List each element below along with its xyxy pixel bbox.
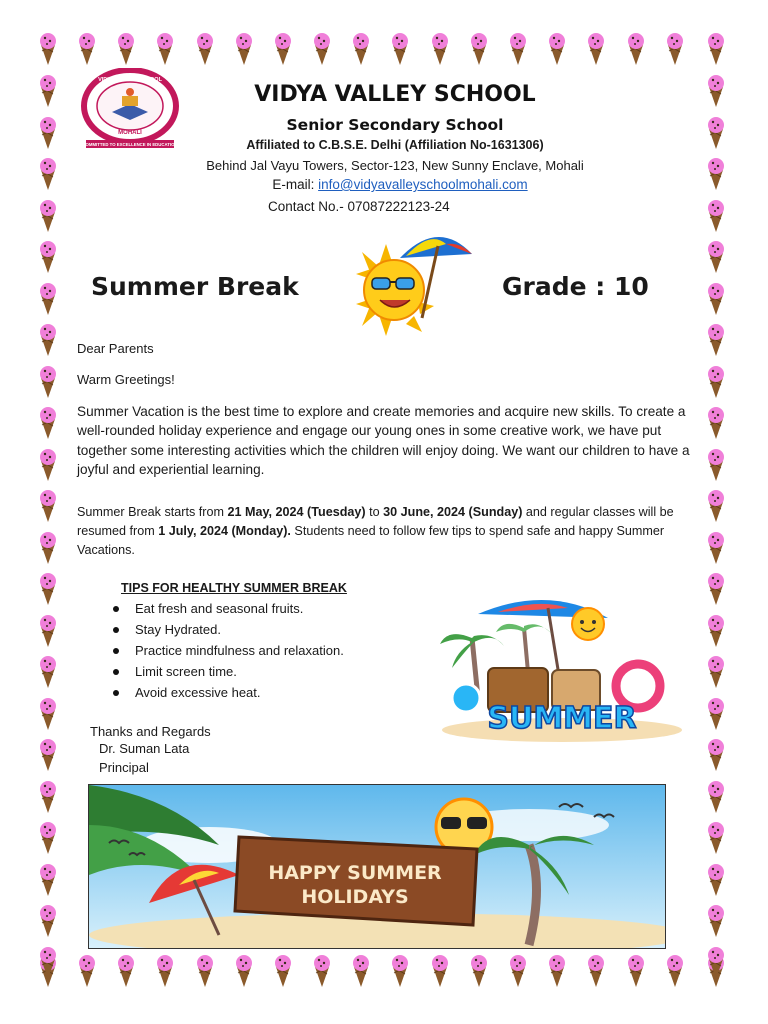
- email-row: [190, 177, 610, 192]
- sun-umbrella-illustration: [334, 224, 474, 342]
- ice-cream-icon: [507, 954, 529, 988]
- ice-cream-icon: [546, 954, 568, 988]
- principal-title: Principal: [99, 760, 149, 775]
- bullet-icon: [113, 669, 119, 675]
- ice-cream-icon: [705, 448, 727, 482]
- ice-cream-icon: [664, 32, 686, 66]
- schedule-text-b: to: [365, 505, 384, 519]
- ice-cream-icon: [37, 365, 59, 399]
- logo-arc-text: VIDYA VALLEY SCHOOL: [98, 77, 162, 83]
- ice-cream-icon: [233, 954, 255, 988]
- ice-cream-icon: [705, 116, 727, 150]
- ice-cream-icon: [37, 572, 59, 606]
- resume-date: 1 July, 2024 (Monday).: [158, 524, 291, 538]
- ice-cream-icon: [705, 821, 727, 855]
- ice-cream-icon: [705, 32, 727, 66]
- list-item: [110, 682, 344, 703]
- grade-title: Grade : 10: [502, 272, 649, 301]
- tip-text: Practice mindfulness and relaxation.: [135, 643, 344, 658]
- ice-cream-icon: [705, 406, 727, 440]
- ice-cream-icon: [705, 863, 727, 897]
- ice-cream-icon: [272, 954, 294, 988]
- schedule-paragraph: [77, 503, 691, 560]
- break-end-date: 30 June, 2024 (Sunday): [383, 505, 523, 519]
- closing: Thanks and Regards: [90, 724, 211, 739]
- ice-cream-icon: [37, 821, 59, 855]
- bullet-icon: [113, 606, 119, 612]
- school-subtitle: Senior Secondary School: [286, 116, 504, 134]
- principal-name: Dr. Suman Lata: [99, 741, 190, 756]
- ice-cream-icon: [272, 32, 294, 66]
- ice-cream-icon: [705, 655, 727, 689]
- ice-cream-icon: [37, 489, 59, 523]
- contact-number: Contact No.- 07087222123-24: [268, 199, 450, 214]
- ice-cream-icon: [37, 199, 59, 233]
- ice-cream-icon: [389, 954, 411, 988]
- tip-text: Avoid excessive heat.: [135, 685, 261, 700]
- ice-cream-icon: [705, 157, 727, 191]
- ice-cream-icon: [37, 780, 59, 814]
- ice-cream-icon: [705, 697, 727, 731]
- ice-cream-icon: [585, 32, 607, 66]
- greeting: Warm Greetings!: [77, 372, 175, 387]
- banner-line1: HAPPY SUMMER: [268, 862, 442, 884]
- ice-cream-icon: [705, 323, 727, 357]
- ice-cream-icon: [37, 32, 59, 66]
- summer-beach-illustration: [438, 598, 686, 744]
- school-logo: [78, 68, 182, 152]
- ice-cream-icon: [705, 489, 727, 523]
- tips-heading: TIPS FOR HEALTHY SUMMER BREAK: [121, 581, 347, 595]
- ice-cream-icon: [76, 954, 98, 988]
- ice-cream-icon: [37, 240, 59, 274]
- ice-cream-icon: [37, 74, 59, 108]
- ice-cream-icon: [705, 74, 727, 108]
- ice-cream-icon: [311, 954, 333, 988]
- ice-cream-icon: [37, 655, 59, 689]
- ice-cream-icon: [37, 614, 59, 648]
- ice-cream-icon: [37, 738, 59, 772]
- bullet-icon: [113, 648, 119, 654]
- schedule-text-d: Students need to follow few tips to spend safe and happy Summer Vacations.: [77, 524, 665, 557]
- ice-cream-icon: [705, 531, 727, 565]
- school-name: VIDYA VALLEY SCHOOL: [254, 82, 536, 107]
- break-start-date: 21 May, 2024 (Tuesday): [227, 505, 366, 519]
- summer-break-title: Summer Break: [91, 272, 299, 301]
- address: Behind Jal Vayu Towers, Sector-123, New Sunny Enclave, Mohali: [206, 158, 584, 173]
- tip-text: Eat fresh and seasonal fruits.: [135, 601, 304, 616]
- list-item: [110, 640, 344, 661]
- salutation: Dear Parents: [77, 341, 154, 356]
- ice-cream-icon: [115, 954, 137, 988]
- ice-cream-icon: [705, 614, 727, 648]
- ice-cream-icon: [350, 32, 372, 66]
- ice-cream-icon: [37, 946, 59, 980]
- ice-cream-icon: [705, 572, 727, 606]
- intro-paragraph: Summer Vacation is the best time to explore and create memories and acquire new skills. To create a well-rounded holiday experience and engage our young ones in some creative work, we have put together some interesting activities which the children will enjoy doing. We want our children to have a joyful and experiential learning.: [77, 404, 690, 477]
- ice-cream-icon: [429, 954, 451, 988]
- ice-cream-icon: [37, 448, 59, 482]
- logo-city: MOHALI: [118, 130, 142, 136]
- ice-cream-icon: [115, 32, 137, 66]
- ice-cream-icon: [705, 946, 727, 980]
- schedule-text-c: and regular classes will be resumed from: [77, 505, 674, 538]
- ice-cream-icon: [154, 32, 176, 66]
- bullet-icon: [113, 627, 119, 633]
- ice-cream-icon: [37, 116, 59, 150]
- ice-cream-icon: [625, 32, 647, 66]
- bullet-icon: [113, 690, 119, 696]
- ice-cream-icon: [705, 240, 727, 274]
- ice-cream-icon: [37, 697, 59, 731]
- ice-cream-icon: [705, 282, 727, 316]
- banner-art: [89, 785, 665, 948]
- ice-cream-icon: [585, 954, 607, 988]
- tips-list: [110, 598, 344, 703]
- ice-cream-icon: [429, 32, 451, 66]
- ice-cream-icon: [37, 904, 59, 938]
- ice-cream-icon: [37, 323, 59, 357]
- wooden-sign: [235, 837, 477, 925]
- email-link[interactable]: info@vidyavalleyschoolmohali.com: [318, 177, 528, 192]
- ice-cream-icon: [705, 365, 727, 399]
- ice-cream-icon: [705, 738, 727, 772]
- affiliation: Affiliated to C.B.S.E. Delhi (Affiliation No-1631306): [246, 138, 544, 152]
- tip-text: Stay Hydrated.: [135, 622, 221, 637]
- schedule-text-a: Summer Break starts from: [77, 505, 228, 519]
- ice-cream-icon: [76, 32, 98, 66]
- ice-cream-icon: [664, 954, 686, 988]
- ice-cream-icon: [37, 531, 59, 565]
- summer-word: SUMMER: [487, 701, 637, 736]
- ice-cream-icon: [625, 954, 647, 988]
- tip-text: Limit screen time.: [135, 664, 237, 679]
- ice-cream-icon: [233, 32, 255, 66]
- list-item: [110, 619, 344, 640]
- logo-motto: COMMITTED TO EXCELLENCE IN EDUCATION: [82, 142, 178, 147]
- list-item: [110, 661, 344, 682]
- happy-summer-holidays-banner: [88, 784, 666, 949]
- ice-cream-icon: [705, 904, 727, 938]
- ice-cream-icon: [507, 32, 529, 66]
- ice-cream-icon: [705, 199, 727, 233]
- ice-cream-icon: [311, 32, 333, 66]
- ice-cream-icon: [37, 406, 59, 440]
- ice-cream-icon: [468, 954, 490, 988]
- ice-cream-icon: [705, 780, 727, 814]
- ice-cream-icon: [37, 282, 59, 316]
- email-label: E-mail:: [272, 177, 319, 192]
- ice-cream-icon: [194, 954, 216, 988]
- ice-cream-icon: [37, 157, 59, 191]
- ice-cream-icon: [468, 32, 490, 66]
- ice-cream-icon: [37, 863, 59, 897]
- ice-cream-icon: [194, 32, 216, 66]
- ice-cream-icon: [350, 954, 372, 988]
- smiling-sun-icon: [572, 608, 604, 640]
- ice-cream-icon: [546, 32, 568, 66]
- banner-line2: HOLIDAYS: [301, 886, 409, 908]
- ice-cream-icon: [154, 954, 176, 988]
- list-item: [110, 598, 344, 619]
- ice-cream-icon: [389, 32, 411, 66]
